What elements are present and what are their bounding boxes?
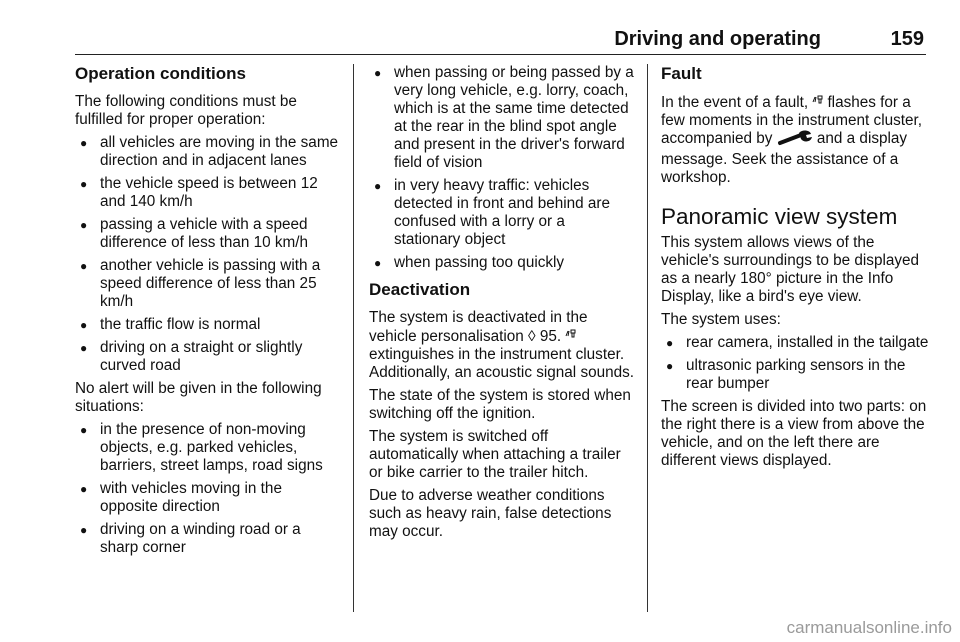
page-number: 159 <box>890 28 924 50</box>
list-item: ● rear camera, installed in the tailgate <box>661 334 931 352</box>
side-blind-spot-warning-icon <box>812 96 827 108</box>
fault-text-b: flashes for a few moments in the instrument cluster, accompanied by <box>661 94 923 147</box>
column-divider-1 <box>353 64 354 612</box>
column-1 <box>75 64 341 562</box>
section-title: Driving and operating <box>614 28 821 50</box>
list-item: ● the traffic flow is normal <box>75 316 341 334</box>
paragraph-fault <box>661 93 931 187</box>
fault-text-a: In the event of a fault, <box>661 94 809 111</box>
page-reference-symbol: ◊ <box>528 328 536 345</box>
heading-deactivation: Deactivation <box>369 280 471 299</box>
list-item: ● another vehicle is passing with a speed difference of less than 25 km/h <box>75 257 341 311</box>
list-item: ● ultrasonic parking sensors in the rear bumper <box>661 357 931 393</box>
list-item: ● driving on a straight or slightly curved road <box>75 339 341 375</box>
list-item: ● passing a vehicle with a speed difference of less than 10 km/h <box>75 216 341 252</box>
paragraph-panoramic: This system allows views of the vehicle's surroundings to be displayed as a nearly 180° picture in the Info Display, like a bird's eye view. <box>661 234 920 305</box>
watermark: carmanualsonline.info <box>786 618 952 637</box>
page-header <box>75 26 926 55</box>
list-item: ● the vehicle speed is between 12 and 140 km/h <box>75 175 341 211</box>
deactivation-text-b: extinguishes in the instrument cluster. Additionally, an acoustic signal sounds. <box>369 346 635 381</box>
heading-panoramic-view-system: Panoramic view system <box>661 204 898 229</box>
list-conditions <box>75 134 341 375</box>
deactivation-text-a: The system is deactivated in the vehicle personalisation <box>369 309 588 345</box>
list-item: ● with vehicles moving in the opposite direction <box>75 480 341 516</box>
fault-text-c: and a display message. Seek the assistance of a workshop. <box>661 130 908 186</box>
paragraph-weather: Due to adverse weather conditions such as heavy rain, false detections may occur. <box>369 487 612 540</box>
list-item: ● driving on a winding road or a sharp corner <box>75 521 341 557</box>
side-blind-spot-warning-icon <box>565 330 577 342</box>
list-item: ● when passing too quickly <box>369 254 635 272</box>
paragraph-conditions: The following conditions must be fulfilled for proper operation: <box>75 93 297 128</box>
page-reference[interactable]: 95. <box>539 328 562 345</box>
paragraph-no-alert: No alert will be given in the following situations: <box>75 380 322 415</box>
paragraph-stored: The state of the system is stored when switching off the ignition. <box>369 387 631 422</box>
list-item: ● in very heavy traffic: vehicles detected in front and behind are confused with a lorry or a stationary object <box>369 177 635 249</box>
column-2 <box>369 64 635 546</box>
heading-fault: Fault <box>661 64 702 83</box>
paragraph-switched-off: The system is switched off automatically when attaching a trailer or bike carrier to the trailer hitch. <box>369 428 621 481</box>
column-divider-2 <box>647 64 648 612</box>
list-item: ● all vehicles are moving in the same direction and in adjacent lanes <box>75 134 341 170</box>
paragraph-screen: The screen is divided into two parts: on the right there is a view from above the vehicle, and on the left there are different views displayed. <box>661 398 927 469</box>
list-system-uses <box>661 334 931 393</box>
list-no-alert <box>75 421 341 557</box>
paragraph-system-uses: The system uses: <box>661 311 781 328</box>
column-3 <box>661 64 931 475</box>
list-item: ● in the presence of non-moving objects, e.g. parked vehicles, barriers, street lamps, road signs <box>75 421 341 475</box>
paragraph-deactivation <box>369 309 635 382</box>
heading-operation-conditions: Operation conditions <box>75 64 246 83</box>
list-item: ● when passing or being passed by a very long vehicle, e.g. lorry, coach, which is at the same time detected at the rear in the blind spot angle and present in the driver's forward field of vision <box>369 64 635 172</box>
list-no-alert-continued <box>369 64 635 272</box>
wrench-icon <box>777 130 813 151</box>
